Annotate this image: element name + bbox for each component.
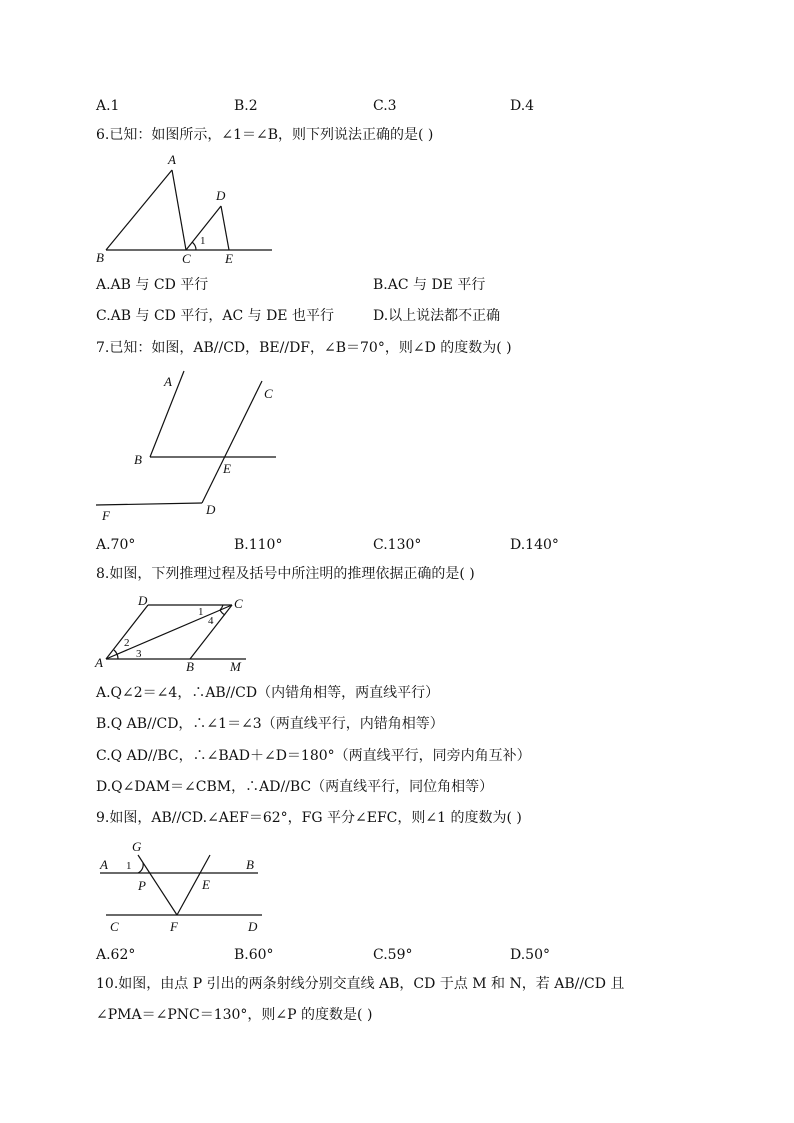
q6-line-ab — [106, 170, 172, 250]
q6-option-d[interactable]: D.以上说法都不正确 — [373, 308, 501, 324]
q8-label-angle-3: 3 — [136, 648, 142, 660]
q10-stem-line-2: ∠PMA＝∠PNC＝130°，则∠P 的度数是( ) — [96, 1007, 373, 1023]
q7-option-d[interactable]: D.140° — [510, 537, 559, 553]
q9-option-b[interactable]: B.60° — [234, 947, 274, 963]
q7-label-e: E — [223, 461, 231, 476]
q6-label-b: B — [96, 250, 104, 265]
q7-line-dc — [202, 381, 262, 503]
q9-label-g: G — [132, 839, 142, 854]
q8-option-b[interactable]: B.Q AB//CD，∴∠1＝∠3（两直线平行，内错角相等） — [96, 716, 444, 732]
q8-angle-4-arc — [220, 610, 225, 615]
q8-line-ad — [106, 605, 148, 659]
q8-option-a[interactable]: A.Q∠2＝∠4，∴AB//CD（内错角相等，两直线平行） — [96, 685, 440, 701]
q8-option-c[interactable]: C.Q AD//BC，∴∠BAD＋∠D＝180°（两直线平行，同旁内角互补） — [96, 748, 531, 764]
q8-line-ac — [106, 605, 232, 659]
q6-option-b[interactable]: B.AC 与 DE 平行 — [373, 277, 486, 293]
q8-label-angle-4: 4 — [208, 615, 214, 627]
q6-figure — [92, 150, 282, 270]
q5-option-c[interactable]: C.3 — [373, 98, 397, 114]
q9-figure — [92, 835, 272, 940]
q8-figure — [92, 593, 262, 678]
q9-angle-1-arc — [138, 863, 143, 873]
q7-option-a[interactable]: A.70° — [96, 537, 136, 553]
q5-option-a[interactable]: A.1 — [96, 98, 120, 114]
q7-label-d: D — [206, 502, 216, 517]
q9-label-d: D — [248, 919, 258, 934]
q5-option-b[interactable]: B.2 — [234, 98, 258, 114]
q9-label-angle-1: 1 — [126, 860, 132, 872]
q10-stem-line-1: 10.如图，由点 P 引出的两条射线分别交直线 AB，CD 于点 M 和 N，若 AB//CD 且 — [96, 976, 625, 992]
q9-label-c: C — [110, 919, 119, 934]
q6-label-d: D — [216, 188, 226, 203]
q7-figure — [92, 365, 292, 525]
q9-label-b: B — [246, 857, 254, 872]
q6-line-de — [221, 206, 229, 250]
q8-stem: 8.如图，下列推理过程及括号中所注明的推理依据正确的是( ) — [96, 566, 475, 582]
q8-angle-3-arc — [117, 654, 118, 659]
q8-line-bc — [190, 605, 232, 659]
q8-label-a: A — [95, 655, 103, 670]
q8-label-b: B — [186, 659, 194, 674]
q6-line-ac — [172, 170, 186, 250]
q9-label-p: P — [138, 878, 146, 893]
q9-option-a[interactable]: A.62° — [96, 947, 136, 963]
q7-label-a: A — [164, 374, 172, 389]
q6-label-e: E — [225, 251, 233, 266]
q8-label-d: D — [138, 593, 148, 608]
q6-label-c: C — [182, 251, 191, 266]
q8-angle-2-arc — [114, 650, 117, 654]
q7-line-fd — [96, 503, 202, 505]
q6-option-c[interactable]: C.AB 与 CD 平行，AC 与 DE 也平行 — [96, 308, 334, 324]
q9-label-a: A — [100, 857, 108, 872]
q6-angle-1-arc — [192, 242, 196, 250]
q9-label-f: F — [170, 919, 178, 934]
q6-label-a: A — [168, 152, 176, 167]
q7-option-b[interactable]: B.110° — [234, 537, 283, 553]
q8-label-angle-1: 1 — [198, 606, 204, 618]
q7-stem: 7.已知：如图，AB//CD，BE//DF，∠B＝70°，则∠D 的度数为( ) — [96, 340, 512, 356]
q9-option-c[interactable]: C.59° — [373, 947, 413, 963]
q9-label-e: E — [202, 877, 210, 892]
q8-label-c: C — [234, 596, 243, 611]
q6-stem: 6.已知：如图所示，∠1＝∠B，则下列说法正确的是( ) — [96, 127, 434, 143]
q5-option-d[interactable]: D.4 — [510, 98, 535, 114]
q7-label-f: F — [102, 508, 110, 523]
q6-option-a[interactable]: A.AB 与 CD 平行 — [96, 277, 209, 293]
q9-stem: 9.如图，AB//CD.∠AEF＝62°，FG 平分∠EFC，则∠1 的度数为( ) — [96, 810, 522, 826]
q8-label-m: M — [230, 659, 241, 674]
q6-label-angle-1: 1 — [200, 235, 206, 247]
q8-option-d[interactable]: D.Q∠DAM＝∠CBM，∴AD//BC（两直线平行，同位角相等） — [96, 779, 494, 795]
q9-option-d[interactable]: D.50° — [510, 947, 550, 963]
q7-label-b: B — [134, 452, 142, 467]
q7-option-c[interactable]: C.130° — [373, 537, 422, 553]
q8-label-angle-2: 2 — [124, 637, 130, 649]
q7-label-c: C — [264, 386, 273, 401]
